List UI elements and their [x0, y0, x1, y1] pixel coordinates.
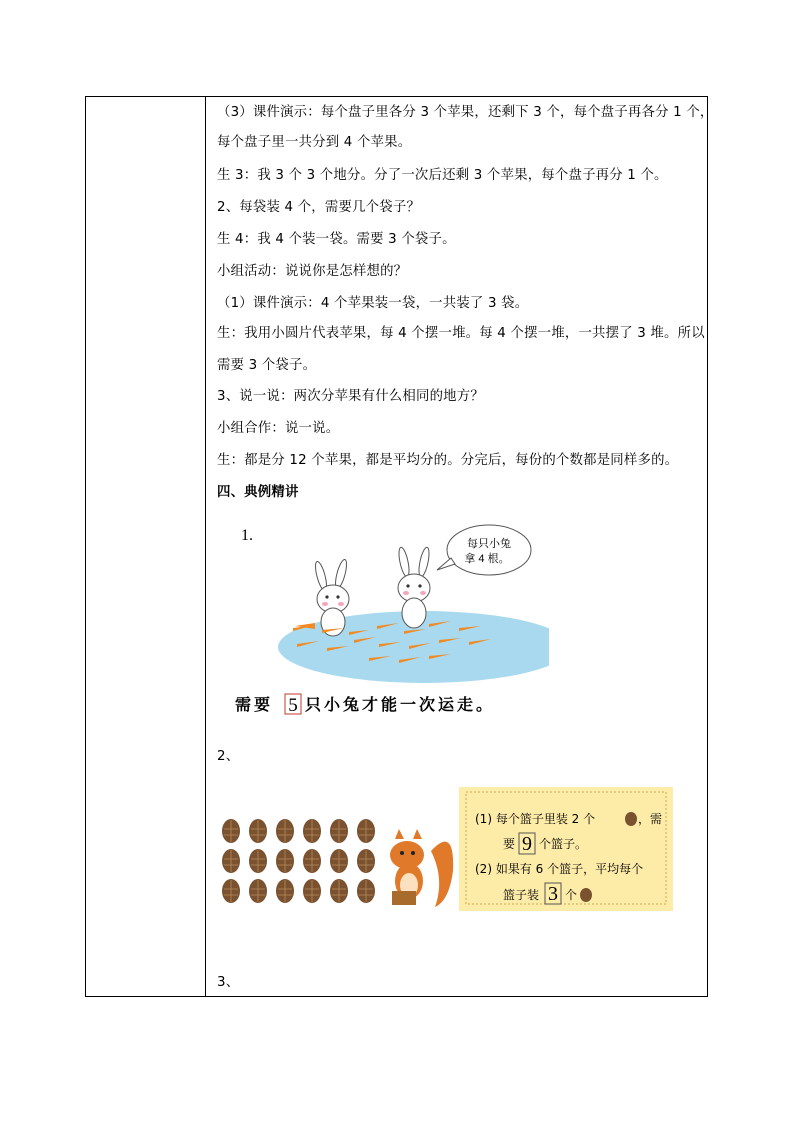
left-column [86, 97, 206, 996]
bubble-text: 每只小兔 [467, 538, 511, 550]
text-line: 小组合作：说一说。 [217, 421, 340, 436]
example-number: 1. [241, 527, 253, 544]
lesson-table [85, 96, 714, 997]
rabbit-icon [397, 546, 431, 628]
answer-suffix: 只小兔才能一次运走。 [305, 695, 496, 714]
text-line: （1）课件演示：4 个苹果装一袋，一共装了 3 袋。 [217, 296, 529, 311]
rabbit-carrot-figure [229, 520, 549, 720]
text-line: 生 4：我 4 个装一袋。需要 3 个袋子。 [217, 232, 456, 247]
pinecone-icon [625, 812, 637, 826]
text-line: 3、说一说：两次分苹果有什么相同的地方？ [217, 389, 484, 404]
question-text: 篮子装 [503, 888, 540, 902]
bubble-text: 拿 4 根。 [464, 553, 510, 565]
text-line: 小组活动：说说你是怎样想的？ [217, 264, 408, 279]
example-number: 2、 [217, 749, 240, 764]
text-line: 2、每袋装 4 个，需要几个袋子？ [217, 200, 421, 215]
text-line: 生：都是分 12 个苹果，都是平均分的。分完后，每份的个数都是同样多的。 [217, 453, 679, 468]
pinecone-icon [580, 888, 592, 902]
question-text: ，需 [638, 812, 663, 826]
text-line: 生 3：我 3 个 3 个地分。分了一次后还剩 3 个苹果，每个盘子再分 1 个。 [217, 168, 668, 183]
answer-value: 3 [548, 883, 558, 905]
text-line: 每个盘子里一共分到 4 个苹果。 [217, 135, 412, 150]
answer-prefix: 需要 [235, 695, 274, 714]
question-text: 要 [503, 837, 516, 851]
question-text: 个篮子。 [539, 837, 588, 851]
question-text: (1) 每个篮子里装 2 个 [475, 812, 596, 826]
speech-bubble [437, 525, 531, 575]
content-column [206, 97, 714, 996]
answer-value: 9 [522, 833, 532, 855]
pinecone-icons [222, 819, 375, 903]
text-line: 需要 3 个袋子。 [217, 358, 317, 373]
answer-value: 5 [288, 695, 298, 716]
squirrel-icon [390, 829, 453, 907]
pinecone-squirrel-figure [217, 787, 677, 927]
question-panel [459, 787, 673, 911]
section-heading: 四、典例精讲 [217, 485, 299, 500]
text-line: （3）课件演示：每个盘子里各分 3 个苹果，还剩下 3 个，每个盘子再各分 1 个， [217, 105, 714, 120]
text-line: 生：我用小圆片代表苹果，每 4 个摆一堆。每 4 个摆一堆，一共摆了 3 堆。所以 [217, 326, 705, 341]
question-text: (2) 如果有 6 个篮子，平均每个 [475, 862, 644, 876]
example-number: 3、 [217, 975, 240, 990]
question-text: 个 [565, 888, 578, 902]
